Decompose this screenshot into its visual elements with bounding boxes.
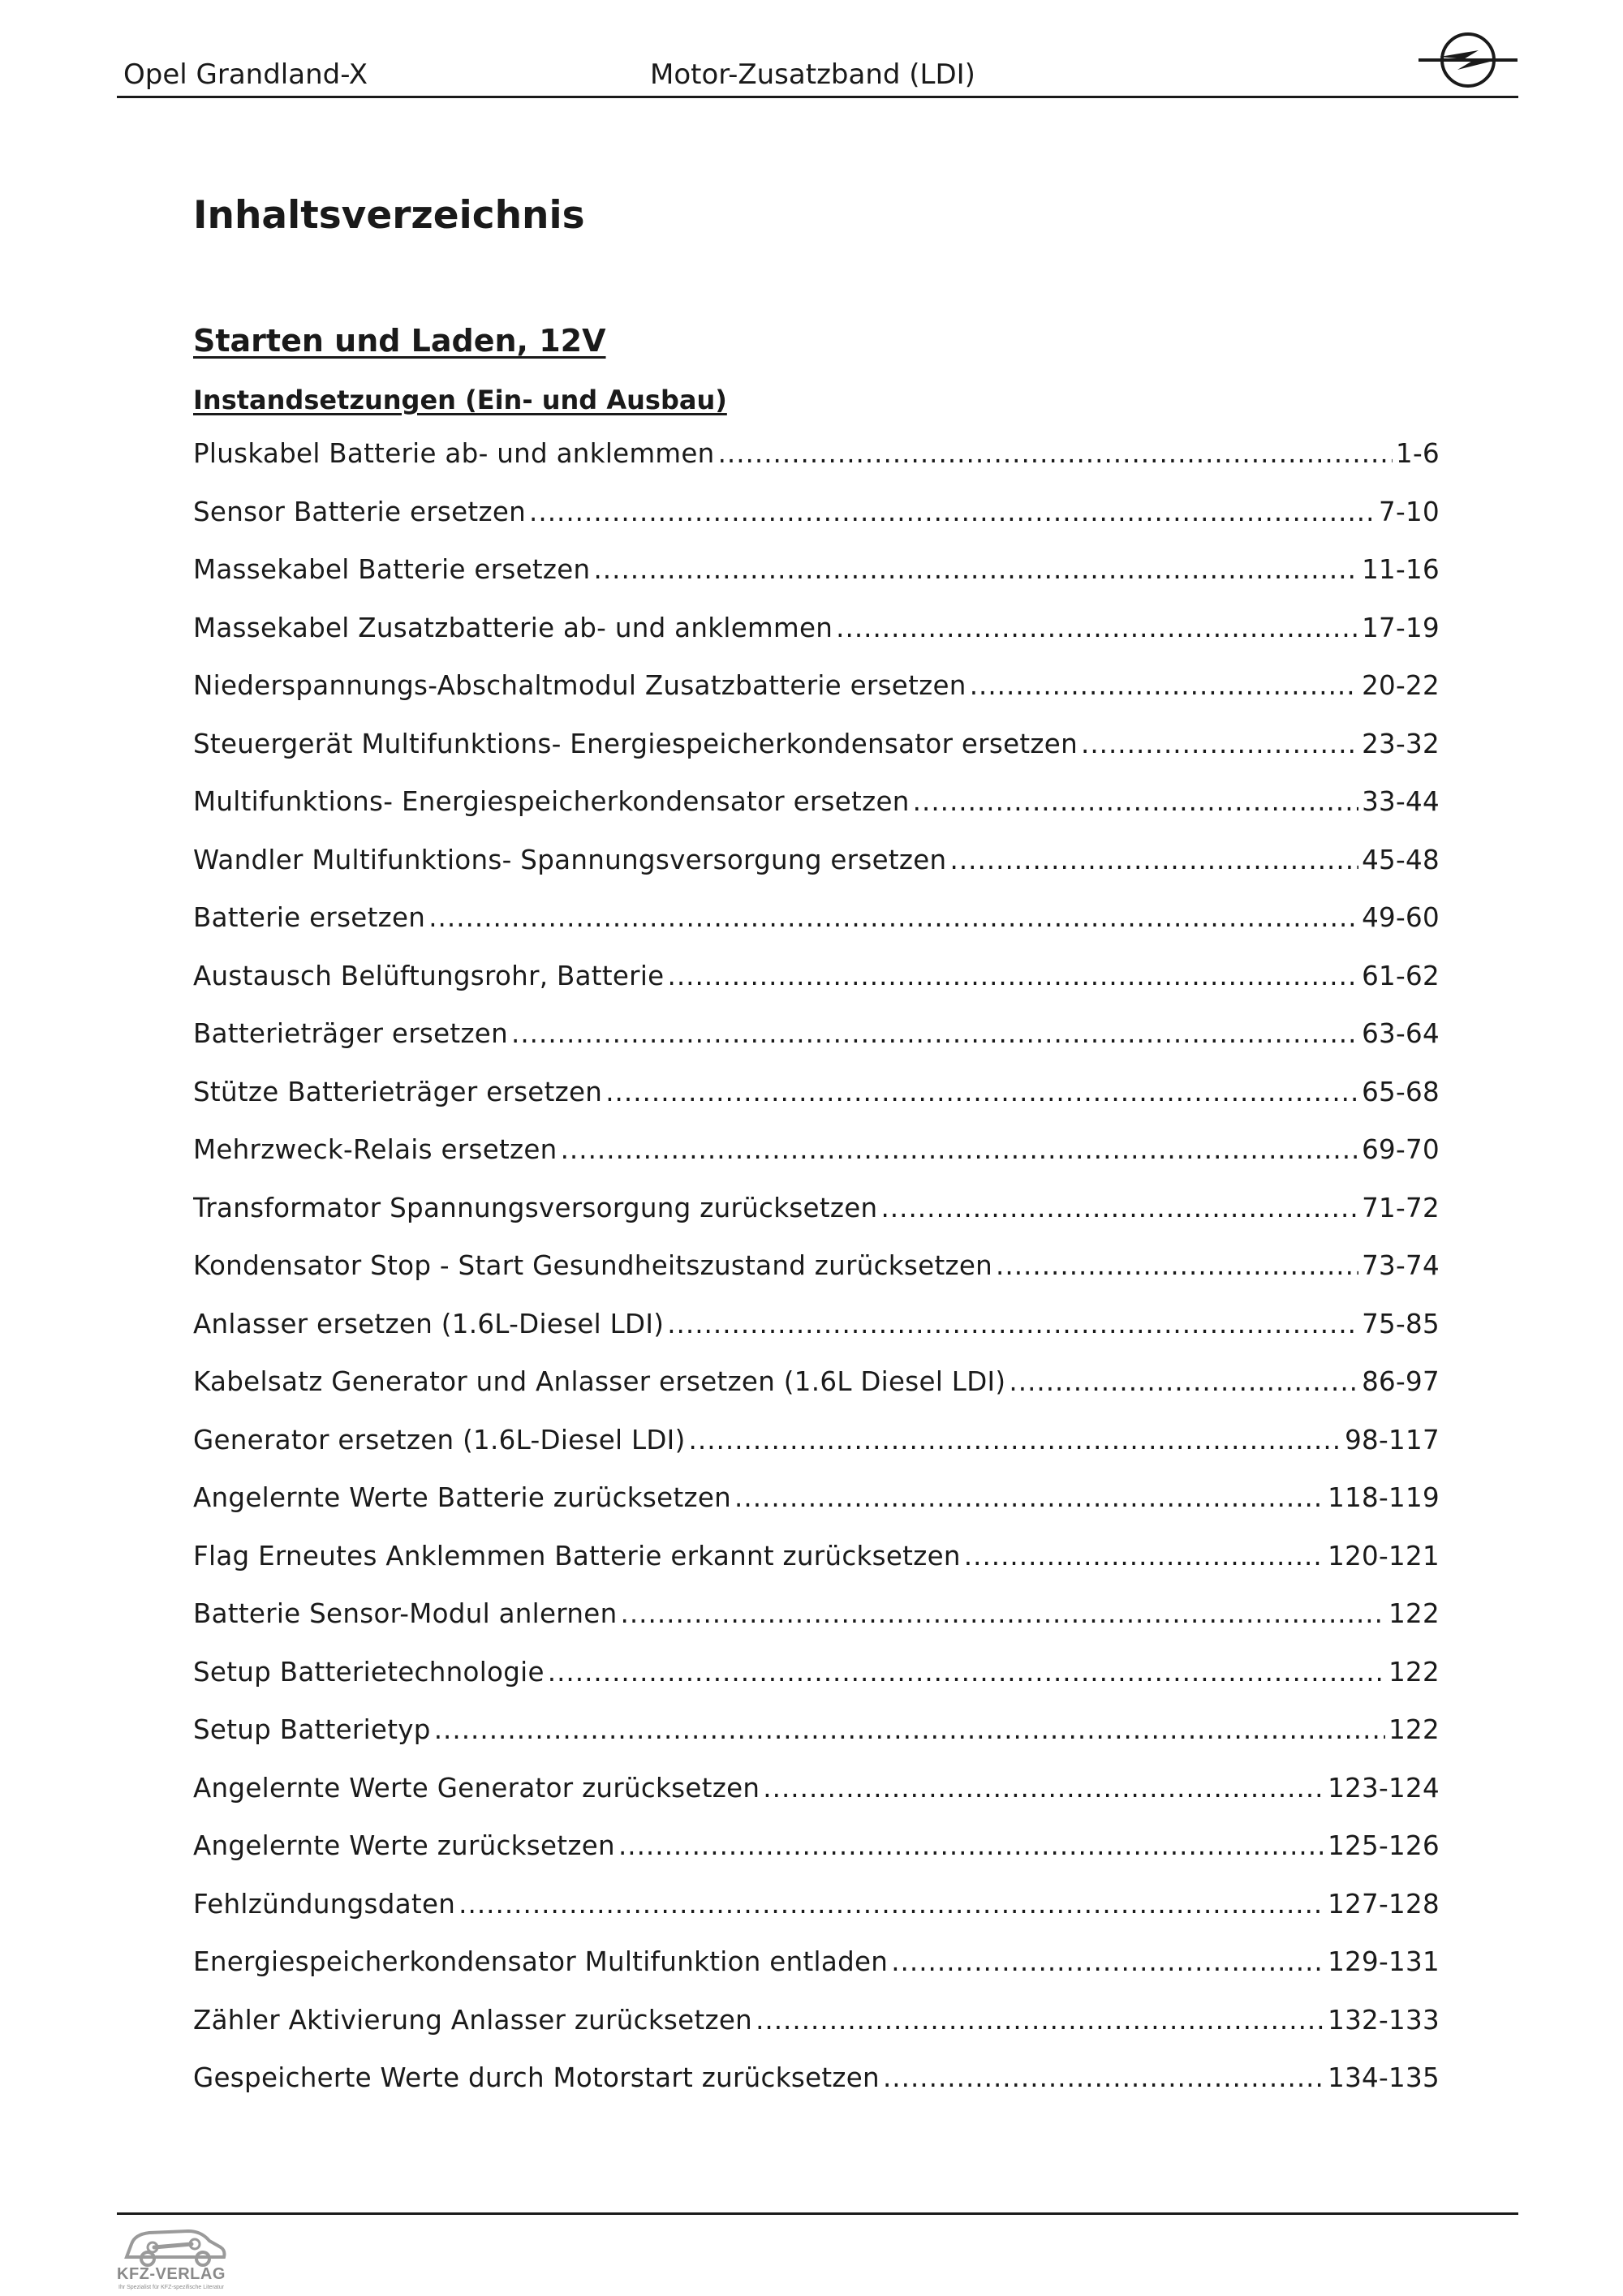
page-header [117,49,1518,98]
toc-dot-leader [883,2062,1324,2093]
toc-entry-label: Angelernte Werte Generator zurücksetzen [193,1772,760,1804]
toc-entry-label: Fehlzündungsdaten [193,1888,456,1920]
toc-entry-label: Massekabel Batterie ersetzen [193,554,591,585]
toc-entry [193,1366,1440,1425]
toc-entry [193,1425,1440,1483]
toc-entry-pages: 122 [1388,1714,1440,1745]
toc-dot-leader [891,1946,1324,1977]
toc-entry [193,729,1440,787]
subsection-title: Instandsetzungen (Ein- und Ausbau) [193,385,727,415]
toc-dot-leader [561,1134,1358,1165]
toc-entry-pages: 86-97 [1362,1366,1440,1397]
toc-entry [193,1541,1440,1599]
toc-entry-pages: 65-68 [1362,1076,1440,1107]
toc-dot-leader [964,1541,1324,1572]
toc-dot-leader [593,554,1358,585]
section-title: Starten und Laden, 12V [193,323,606,359]
toc-entry-pages: 17-19 [1362,612,1440,643]
toc-dot-leader [836,613,1358,643]
toc-entry-label: Mehrzweck-Relais ersetzen [193,1134,558,1165]
toc-dot-leader [756,2005,1324,2036]
toc-entry [193,1714,1440,1773]
toc-entry-pages: 23-32 [1362,728,1440,759]
toc-entry-label: Kondensator Stop - Start Gesundheitszustand zurücksetzen [193,1250,993,1281]
toc-entry-pages: 122 [1388,1656,1440,1688]
toc-entry-pages: 127-128 [1328,1888,1440,1920]
toc-dot-leader [618,1830,1324,1861]
toc-dot-leader [763,1773,1324,1804]
toc-entry [193,961,1440,1019]
toc-entry-pages: 120-121 [1328,1540,1440,1572]
toc-entry-label: Generator ersetzen (1.6L-Diesel LDI) [193,1424,686,1455]
toc-entry [193,438,1440,497]
toc-entry [193,1830,1440,1889]
toc-entry-label: Zähler Aktivierung Anlasser zurücksetzen [193,2004,753,2036]
toc-entry [193,845,1440,903]
toc-entry-pages: 71-72 [1362,1192,1440,1223]
toc-dot-leader [970,670,1358,701]
toc-entry-label: Flag Erneutes Anklemmen Batterie erkannt zurücksetzen [193,1540,961,1572]
toc-entry-label: Wandler Multifunktions- Spannungsversorgung ersetzen [193,844,947,875]
footer-divider [117,2212,1518,2215]
toc-dot-leader [1009,1366,1358,1397]
toc-entry [193,2062,1440,2121]
toc-entry-label: Pluskabel Batterie ab- und anklemmen [193,438,715,469]
toc-entry-pages: 134-135 [1328,2062,1440,2093]
toc-entry-pages: 63-64 [1362,1018,1440,1049]
toc-entry-pages: 61-62 [1362,960,1440,991]
toc-entry-label: Gespeicherte Werte durch Motorstart zurücksetzen [193,2062,880,2093]
toc-entry [193,1482,1440,1541]
toc-entry-label: Massekabel Zusatzbatterie ab- und anklemmen [193,612,833,643]
toc-entry [193,670,1440,729]
toc-dot-leader [458,1889,1324,1920]
page-title: Inhaltsverzeichnis [193,193,585,238]
toc-dot-leader [1081,729,1358,759]
table-of-contents [193,438,1440,2121]
toc-dot-leader [734,1482,1324,1513]
toc-entry [193,786,1440,845]
toc-entry-label: Kabelsatz Generator und Anlasser ersetzen (1.6L Diesel LDI) [193,1366,1006,1397]
toc-entry-pages: 11-16 [1362,554,1440,585]
toc-entry-label: Transformator Spannungsversorgung zurücksetzen [193,1192,878,1223]
toc-dot-leader [718,438,1393,469]
toc-entry [193,1598,1440,1657]
toc-entry-label: Angelernte Werte Batterie zurücksetzen [193,1482,732,1513]
toc-entry-label: Niederspannungs-Abschaltmodul Zusatzbatterie ersetzen [193,670,966,701]
toc-entry-pages: 69-70 [1362,1134,1440,1165]
toc-entry-pages: 7-10 [1379,496,1440,527]
toc-entry-pages: 33-44 [1362,786,1440,817]
toc-dot-leader [996,1250,1358,1281]
toc-entry-label: Sensor Batterie ersetzen [193,496,527,527]
toc-entry-pages: 20-22 [1362,670,1440,701]
footer-brand: KFZ-VERLAG [117,2265,226,2283]
header-vehicle-model: Opel Grandland-X [123,58,368,91]
toc-entry-label: Austausch Belüftungsrohr, Batterie [193,960,665,991]
toc-entry [193,1193,1440,1251]
toc-entry-pages: 73-74 [1362,1250,1440,1281]
toc-entry-label: Energiespeicherkondensator Multifunktion entladen [193,1946,889,1977]
toc-dot-leader [880,1193,1358,1223]
toc-entry [193,2005,1440,2063]
toc-entry-label: Setup Batterietechnologie [193,1656,545,1688]
toc-dot-leader [689,1425,1342,1455]
toc-entry-pages: 122 [1388,1598,1440,1629]
toc-entry [193,1250,1440,1309]
toc-entry-label: Stütze Batterieträger ersetzen [193,1076,603,1107]
toc-entry-pages: 132-133 [1328,2004,1440,2036]
toc-dot-leader [511,1018,1358,1049]
car-wrench-logo-icon [117,2220,230,2270]
toc-entry-label: Batterie Sensor-Modul anlernen [193,1598,618,1629]
toc-dot-leader [949,845,1358,875]
header-document-title: Motor-Zusatzband (LDI) [650,58,975,91]
opel-logo-icon [1415,24,1521,89]
footer-tagline: Ihr Spezialist für KFZ-spezifische Literatur [118,2285,224,2290]
toc-entry [193,902,1440,961]
toc-dot-leader [434,1714,1385,1745]
toc-dot-leader [913,786,1358,817]
toc-entry-label: Batterieträger ersetzen [193,1018,508,1049]
toc-entry-label: Setup Batterietyp [193,1714,431,1745]
toc-entry [193,1134,1440,1193]
toc-entry [193,1946,1440,2005]
toc-dot-leader [428,902,1358,933]
toc-entry-pages: 75-85 [1362,1308,1440,1339]
toc-entry [193,613,1440,671]
toc-dot-leader [621,1598,1386,1629]
toc-entry-label: Batterie ersetzen [193,902,426,933]
toc-entry-pages: 123-124 [1328,1772,1440,1804]
toc-entry-label: Angelernte Werte zurücksetzen [193,1830,615,1861]
toc-dot-leader [548,1657,1385,1688]
toc-entry [193,1657,1440,1715]
toc-entry-pages: 118-119 [1328,1482,1440,1513]
toc-entry-pages: 98-117 [1345,1424,1440,1455]
toc-entry [193,1773,1440,1831]
footer-logo [117,2220,230,2293]
toc-entry [193,1077,1440,1135]
toc-entry-pages: 45-48 [1362,844,1440,875]
toc-entry [193,554,1440,613]
toc-entry [193,1889,1440,1947]
toc-entry-label: Steuergerät Multifunktions- Energiespeicherkondensator ersetzen [193,728,1078,759]
toc-entry-pages: 125-126 [1328,1830,1440,1861]
toc-dot-leader [667,1309,1358,1339]
toc-dot-leader [605,1077,1358,1107]
toc-dot-leader [529,497,1375,527]
toc-dot-leader [667,961,1358,991]
toc-entry-pages: 129-131 [1328,1946,1440,1977]
toc-entry [193,1018,1440,1077]
toc-entry [193,497,1440,555]
toc-entry-pages: 49-60 [1362,902,1440,933]
toc-entry [193,1309,1440,1367]
toc-entry-pages: 1-6 [1396,438,1440,469]
toc-entry-label: Anlasser ersetzen (1.6L-Diesel LDI) [193,1308,665,1339]
toc-entry-label: Multifunktions- Energiespeicherkondensator ersetzen [193,786,910,817]
